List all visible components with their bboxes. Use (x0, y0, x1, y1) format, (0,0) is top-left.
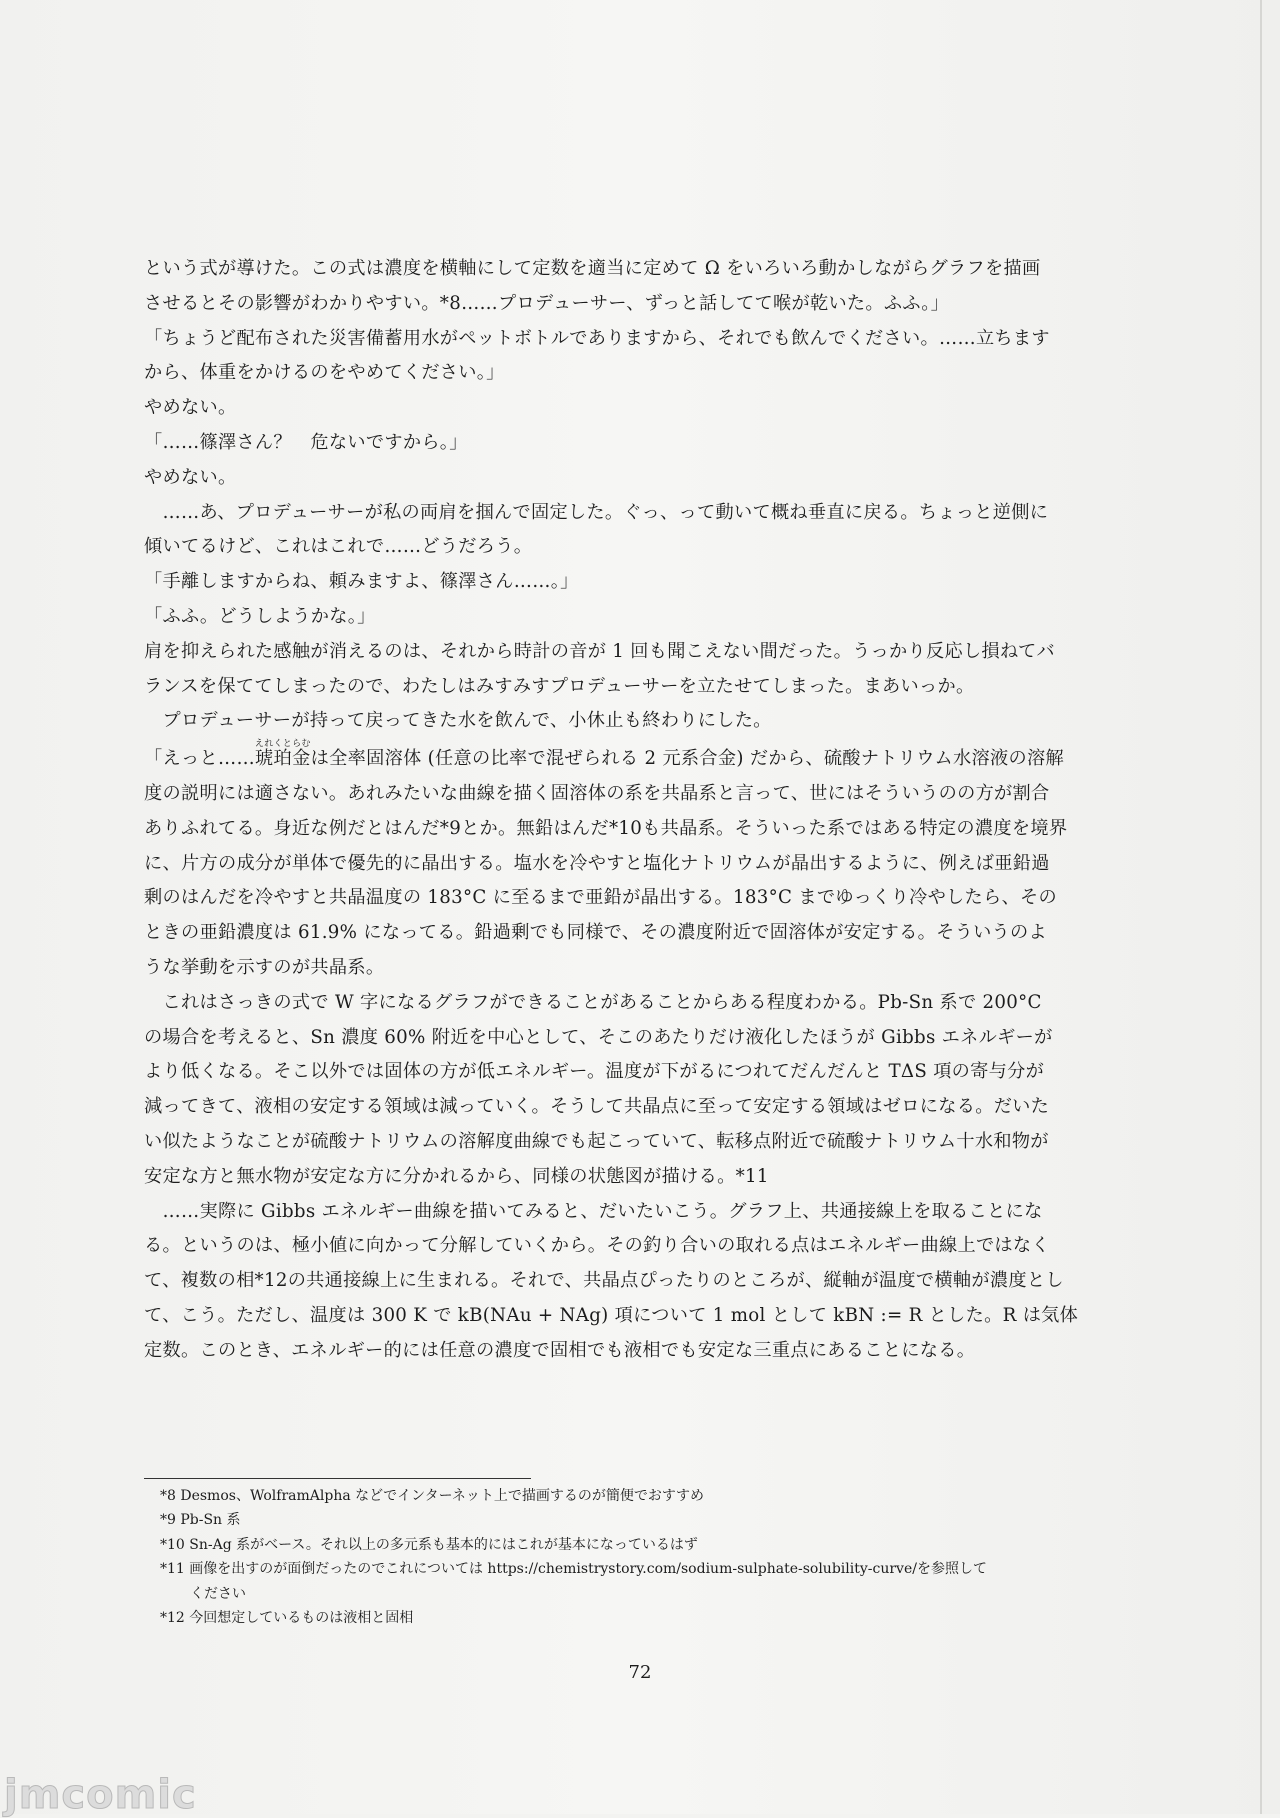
footnote: *12 今回想定しているものは液相と固相 (160, 1610, 414, 1627)
text-line: ありふれてる。身近な例だとはんだ*9とか。無鉛はんだ*10も共晶系。そういった系ではある特定の濃度を境界 (144, 817, 1068, 839)
footnote: *9 Pb-Sn 系 (160, 1512, 241, 1529)
text-line: の場合を考えると、Sn 濃度 60% 附近を中心として、そこのあたりだけ液化したほうが Gibbs エネルギーが (144, 1026, 1053, 1048)
text-line: 傾いてるけど、これはこれで……どうだろう。 (144, 536, 533, 558)
text-line: い似たようなことが硫酸ナトリウムの溶解度曲線でも起こっていて、転移点附近で硫酸ナトリウム十水和物が (144, 1130, 1049, 1152)
text-line: 安定な方と無水物が安定な方に分かれるから、同様の状態図が描ける。*11 (144, 1165, 769, 1187)
text-line: これはさっきの式で W 字になるグラフができることがあることからある程度わかる。Pb-Sn 系で 200°C (144, 991, 1042, 1013)
text-line: 「ふふ。どうしようかな。」 (144, 605, 376, 627)
text-line: やめない。 (144, 466, 237, 488)
ruby-annotated-word: 琥珀金えれくとらむ (254, 739, 311, 770)
text-line: させるとその影響がわかりやすい。*8……プロデューサー、ずっと話してて喉が乾いた。ふふ。」 (144, 292, 950, 314)
footnote: *11 画像を出すのが面倒だったのでこれについては https://chemistrystory.com/sodium-sulphate-solubility-curve/を参照して (160, 1561, 987, 1578)
footnote: ください (190, 1585, 246, 1602)
text-line: 「手離しますからね、頼みますよ、篠澤さん……。」 (144, 571, 579, 593)
text-line: る。というのは、極小値に向かって分解していくから。その釣り合いの取れる点はエネルギー曲線上ではなく (144, 1235, 1050, 1257)
text-line: 「ちょうど配布された災害備蓄用水がペットボトルでありますから、それでも飲んでください。……立ちます (144, 327, 1050, 349)
text-line: に、片方の成分が単体で優先的に晶出する。塩水を冷やすと塩化ナトリウムが晶出するように、例えば亜鉛過 (144, 852, 1050, 874)
text-line: 「……篠澤さん？ 危ないですから。」 (144, 431, 468, 453)
text-line: やめない。 (144, 397, 237, 419)
text-line: 剰のはんだを冷やすと共晶温度の 183°C に至るまで亜鉛が晶出する。183°C までゆっくり冷やしたら、その (144, 887, 1057, 909)
text-line: て、こう。ただし、温度は 300 K で kB(NAu + NAg) 項について 1 mol として kBN := R とした。R は気体 (144, 1304, 1079, 1326)
text-line: ……実際に Gibbs エネルギー曲線を描いてみると、だいたいこう。グラフ上、共通接線上を取ることにな (144, 1200, 1043, 1222)
footnote-divider (144, 1478, 531, 1479)
text-line: 度の説明には適さない。あれみたいな曲線を描く固溶体の系を共晶系と言って、世にはそういうのの方が割合 (144, 782, 1050, 804)
text-line: ときの亜鉛濃度は 61.9% になってる。鉛過剰でも同様で、その濃度附近で固溶体が安定する。そういうのよ (144, 922, 1048, 944)
text-line: という式が導けた。この式は濃度を横軸にして定数を適当に定めて Ω をいろいろ動かしながらグラフを描画 (144, 258, 1041, 279)
text-line: 「えっと……琥珀金えれくとらむは全率固溶体 (任意の比率で混ぜられる 2 元系合金) だから、硫酸ナトリウム水溶液の溶解 (144, 739, 1064, 770)
text-line: から、体重をかけるのをやめてください。」 (144, 362, 505, 384)
page-edge (1260, 0, 1262, 1814)
ruby-reading: えれくとらむ (254, 739, 311, 750)
text-line: 定数。このとき、エネルギー的には任意の濃度で固相でも液相でも安定な三重点にあることになる。 (144, 1339, 976, 1361)
watermark-logo: jmcomic (4, 1772, 197, 1818)
footnote: *8 Desmos、WolframAlpha などでインターネット上で描画するのが簡便でおすすめ (160, 1488, 705, 1504)
text-line: て、複数の相*12の共通接線上に生まれる。それで、共晶点ぴったりのところが、縦軸が温度で横軸が濃度とし (144, 1270, 1064, 1292)
text-line: ランスを保ててしまったので、わたしはみすみすプロデューサーを立たせてしまった。まあいっか。 (144, 675, 975, 697)
body-text (144, 252, 1119, 1369)
text-line: 肩を抑えられた感触が消えるのは、それから時計の音が 1 回も聞こえない間だった。うっかり反応し損ねてバ (144, 640, 1055, 662)
footnotes (160, 1484, 1120, 1630)
text-line: ……あ、プロデューサーが私の両肩を掴んで固定した。ぐっ、って動いて概ね垂直に戻る。ちょっと逆側に (144, 501, 1049, 523)
text-line: うな挙動を示すのが共晶系。 (144, 956, 385, 978)
text-line: 減ってきて、液相の安定する領域は減っていく。そうして共晶点に至って安定する領域はゼロになる。だいた (144, 1096, 1050, 1118)
page-number: 72 (628, 1662, 652, 1683)
footnote: *10 Sn-Ag 系がベース。それ以上の多元系も基本的にはこれが基本になっているはず (160, 1536, 698, 1553)
text-line: プロデューサーが持って戻ってきた水を飲んで、小休止も終わりにした。 (144, 710, 772, 732)
text-line: より低くなる。そこ以外では固体の方が低エネルギー。温度が下がるにつれてだんだんと TΔS 項の寄与分が (144, 1061, 1045, 1083)
